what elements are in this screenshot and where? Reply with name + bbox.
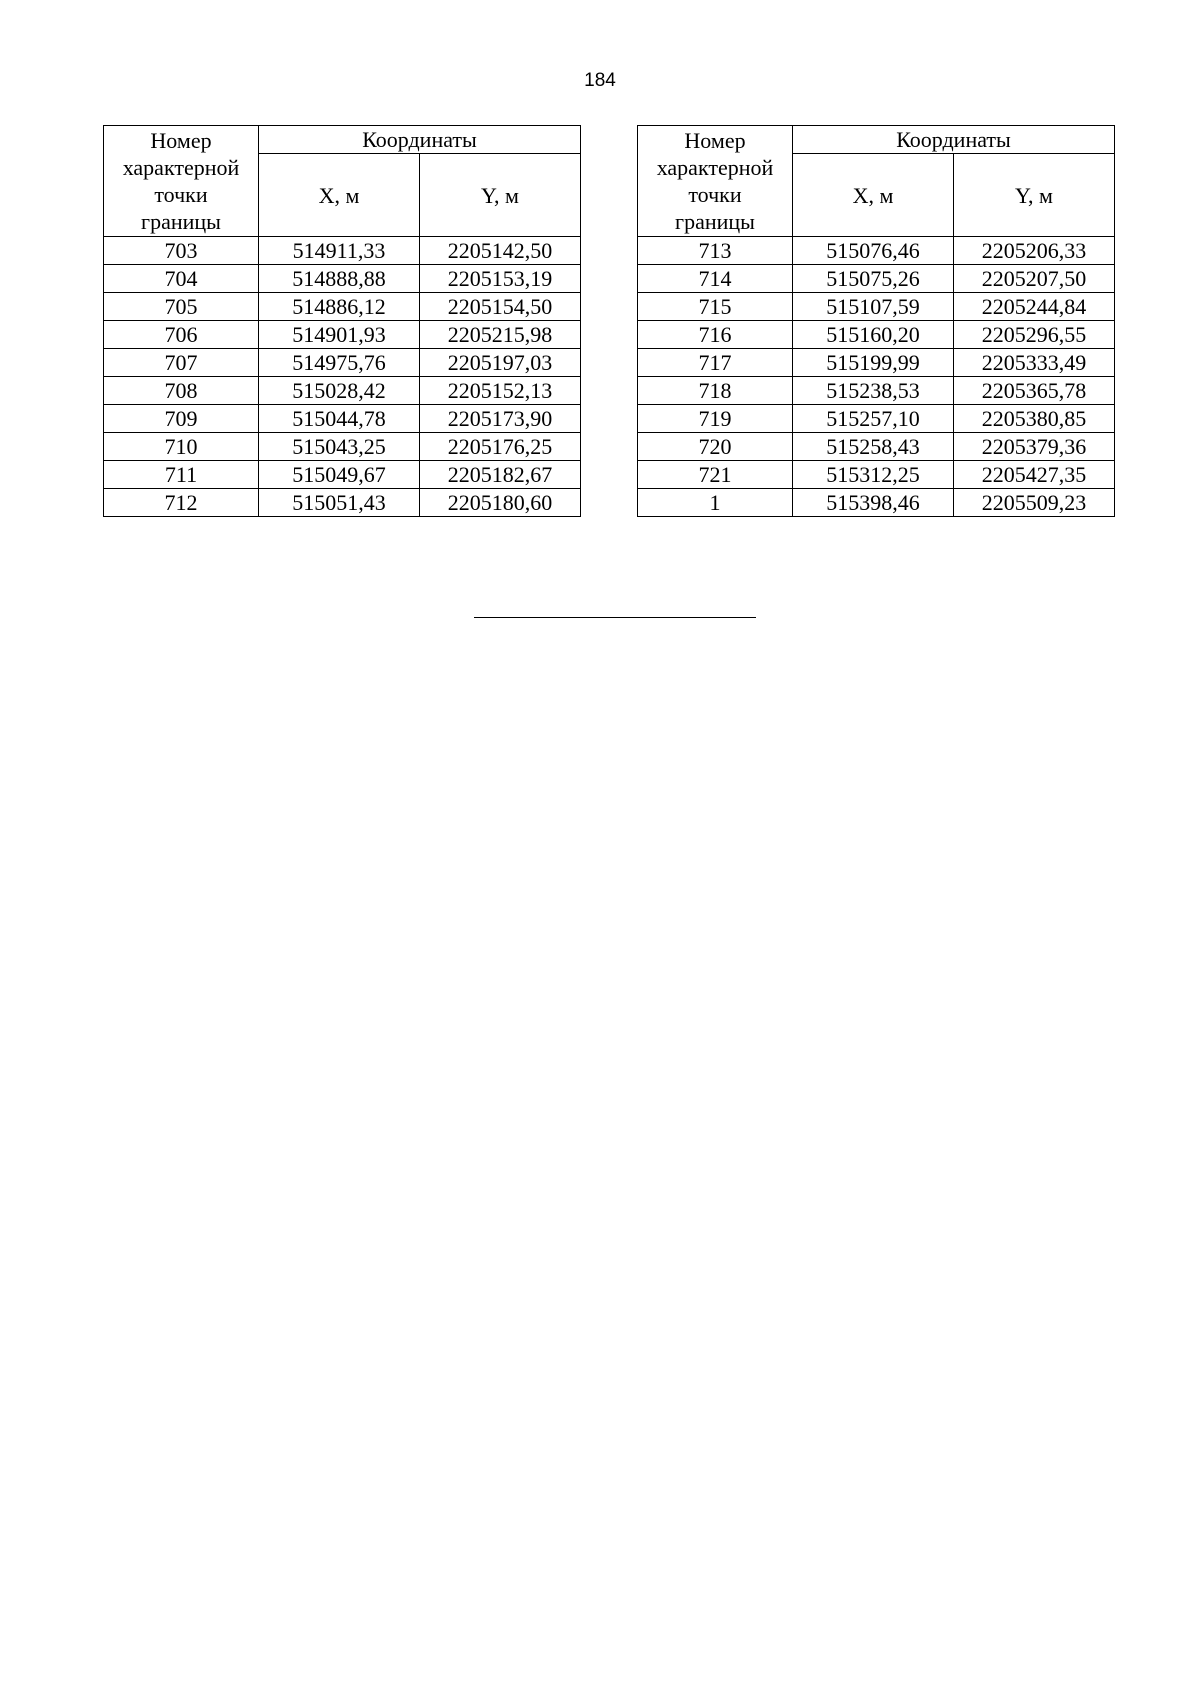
table-row xyxy=(638,237,1115,265)
y-coordinate-cell: 2205509,23 xyxy=(954,489,1115,517)
x-coordinate-cell: 515043,25 xyxy=(259,433,420,461)
table-row xyxy=(104,377,581,405)
table-row xyxy=(638,461,1115,489)
y-coordinate-cell: 2205379,36 xyxy=(954,433,1115,461)
y-header: Y, м xyxy=(420,154,581,237)
table-row xyxy=(638,377,1115,405)
y-coordinate-cell: 2205152,13 xyxy=(420,377,581,405)
coordinates-header: Координаты xyxy=(259,126,581,154)
table-row xyxy=(638,293,1115,321)
table-row xyxy=(638,405,1115,433)
point-number-header-line3: точки xyxy=(688,182,742,207)
point-number-cell: 1 xyxy=(638,489,793,517)
coordinates-table-left xyxy=(103,125,581,517)
table-row xyxy=(104,321,581,349)
x-coordinate-cell: 515398,46 xyxy=(793,489,954,517)
table-row xyxy=(104,349,581,377)
y-coordinate-cell: 2205182,67 xyxy=(420,461,581,489)
x-coordinate-cell: 514975,76 xyxy=(259,349,420,377)
point-number-header-line1: Номер xyxy=(150,128,212,153)
x-coordinate-cell: 515199,99 xyxy=(793,349,954,377)
y-coordinate-cell: 2205173,90 xyxy=(420,405,581,433)
page-number: 184 xyxy=(584,70,616,91)
point-number-cell: 711 xyxy=(104,461,259,489)
point-number-cell: 708 xyxy=(104,377,259,405)
y-coordinate-cell: 2205176,25 xyxy=(420,433,581,461)
header-row xyxy=(104,126,581,154)
x-coordinate-cell: 515051,43 xyxy=(259,489,420,517)
point-number-cell: 715 xyxy=(638,293,793,321)
x-header: X, м xyxy=(793,154,954,237)
table-body xyxy=(638,126,1115,517)
point-number-cell: 718 xyxy=(638,377,793,405)
y-coordinate-cell: 2205427,35 xyxy=(954,461,1115,489)
coordinates-table-right xyxy=(637,125,1115,517)
x-coordinate-cell: 514888,88 xyxy=(259,265,420,293)
table-row xyxy=(638,433,1115,461)
point-number-cell: 703 xyxy=(104,237,259,265)
table-row xyxy=(104,265,581,293)
y-coordinate-cell: 2205154,50 xyxy=(420,293,581,321)
x-coordinate-cell: 515028,42 xyxy=(259,377,420,405)
x-coordinate-cell: 515160,20 xyxy=(793,321,954,349)
x-coordinate-cell: 515076,46 xyxy=(793,237,954,265)
point-number-cell: 705 xyxy=(104,293,259,321)
y-coordinate-cell: 2205333,49 xyxy=(954,349,1115,377)
point-number-cell: 707 xyxy=(104,349,259,377)
point-number-cell: 720 xyxy=(638,433,793,461)
coordinates-header: Координаты xyxy=(793,126,1115,154)
y-header: Y, м xyxy=(954,154,1115,237)
x-coordinate-cell: 515075,26 xyxy=(793,265,954,293)
table-row xyxy=(638,489,1115,517)
point-number-header-line1: Номер xyxy=(684,128,746,153)
x-coordinate-cell: 515107,59 xyxy=(793,293,954,321)
point-number-cell: 717 xyxy=(638,349,793,377)
y-coordinate-cell: 2205244,84 xyxy=(954,293,1115,321)
y-coordinate-cell: 2205180,60 xyxy=(420,489,581,517)
table-row xyxy=(104,433,581,461)
y-coordinate-cell: 2205142,50 xyxy=(420,237,581,265)
point-number-cell: 709 xyxy=(104,405,259,433)
x-coordinate-cell: 514886,12 xyxy=(259,293,420,321)
point-number-header xyxy=(638,126,793,237)
x-header: X, м xyxy=(259,154,420,237)
y-coordinate-cell: 2205365,78 xyxy=(954,377,1115,405)
point-number-cell: 706 xyxy=(104,321,259,349)
table-row xyxy=(104,293,581,321)
x-coordinate-cell: 515049,67 xyxy=(259,461,420,489)
table-row xyxy=(104,461,581,489)
table-body xyxy=(104,126,581,517)
point-number-header-line4: границы xyxy=(675,209,755,234)
point-number-cell: 713 xyxy=(638,237,793,265)
table-row xyxy=(638,265,1115,293)
x-coordinate-cell: 514911,33 xyxy=(259,237,420,265)
point-number-cell: 704 xyxy=(104,265,259,293)
y-coordinate-cell: 2205206,33 xyxy=(954,237,1115,265)
point-number-header-line2: характерной xyxy=(122,155,240,180)
x-coordinate-cell: 515312,25 xyxy=(793,461,954,489)
point-number-cell: 710 xyxy=(104,433,259,461)
point-number-header xyxy=(104,126,259,237)
point-number-header-line2: характерной xyxy=(656,155,774,180)
separator-line xyxy=(474,617,756,618)
point-number-header-line3: точки xyxy=(154,182,208,207)
y-coordinate-cell: 2205207,50 xyxy=(954,265,1115,293)
x-coordinate-cell: 514901,93 xyxy=(259,321,420,349)
point-number-cell: 716 xyxy=(638,321,793,349)
x-coordinate-cell: 515257,10 xyxy=(793,405,954,433)
point-number-header-line4: границы xyxy=(141,209,221,234)
header-row xyxy=(638,126,1115,154)
table-row xyxy=(638,321,1115,349)
x-coordinate-cell: 515238,53 xyxy=(793,377,954,405)
x-coordinate-cell: 515044,78 xyxy=(259,405,420,433)
y-coordinate-cell: 2205153,19 xyxy=(420,265,581,293)
point-number-cell: 719 xyxy=(638,405,793,433)
point-number-cell: 721 xyxy=(638,461,793,489)
y-coordinate-cell: 2205197,03 xyxy=(420,349,581,377)
y-coordinate-cell: 2205380,85 xyxy=(954,405,1115,433)
y-coordinate-cell: 2205215,98 xyxy=(420,321,581,349)
table-row xyxy=(104,405,581,433)
point-number-cell: 712 xyxy=(104,489,259,517)
point-number-cell: 714 xyxy=(638,265,793,293)
table-row xyxy=(104,489,581,517)
x-coordinate-cell: 515258,43 xyxy=(793,433,954,461)
y-coordinate-cell: 2205296,55 xyxy=(954,321,1115,349)
table-row xyxy=(638,349,1115,377)
table-row xyxy=(104,237,581,265)
